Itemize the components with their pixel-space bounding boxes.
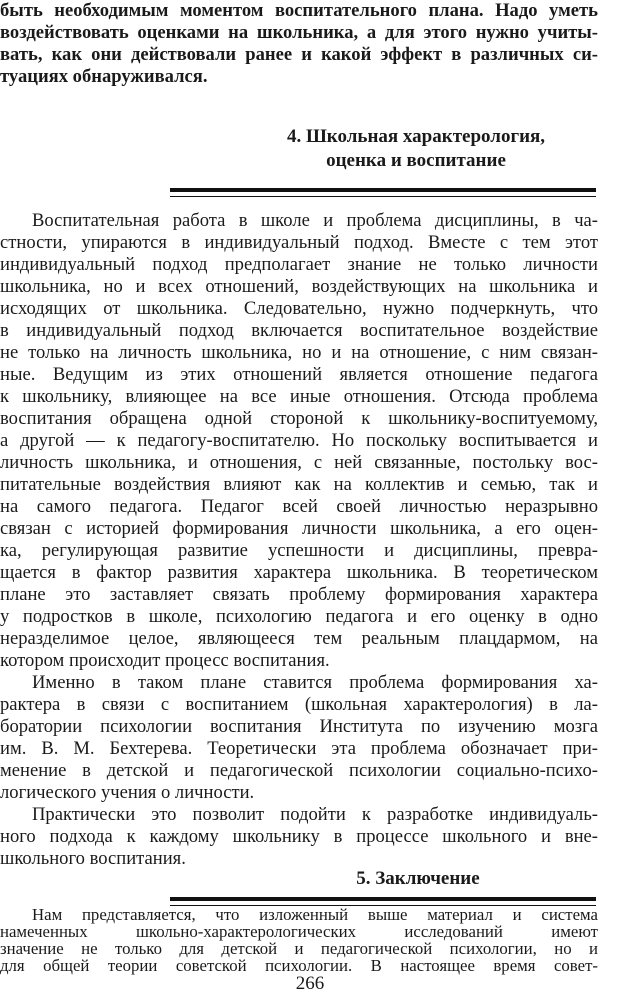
text-line: школьника, но и всех отношений, воздействующих на школьника и: [0, 276, 598, 297]
section-heading: 5. Заключение: [356, 868, 480, 889]
text-line: личность школьника, и отношения, с ней связанные, постольку вос-: [0, 452, 598, 473]
text-line: ка, регулирующая развитие успешности и дисциплины, превра-: [0, 540, 598, 561]
text-line: на самого педагога. Педагог всей своей личностью неразрывно: [0, 496, 598, 517]
text-line: вать, как они действовали ранее и какой эффект в различных си-: [0, 44, 598, 65]
text-line: у подростков в школе, психологию педагога и его оценку в одно: [0, 606, 598, 627]
text-line: намеченных школьно-характерологических исследований имеют: [0, 922, 598, 941]
page-number: 266: [295, 973, 325, 994]
text-line: ные. Ведущим из этих отношений является отношение педагога: [0, 364, 598, 385]
section-heading-line-2: оценка и воспитание: [326, 150, 506, 171]
text-line: рактера в связи с воспитанием (школьная характерология) в ла-: [0, 694, 598, 715]
text-line: школьного воспитания.: [0, 848, 186, 869]
text-line: Практически это позволит подойти к разработке индивидуаль-: [32, 804, 598, 825]
text-line: в индивидуальный подход включается воспитательное воздействие: [0, 320, 598, 341]
text-line: менение в детской и педагогической психологии социально-психо-: [0, 760, 598, 781]
text-line: неразделимое целое, являющееся тем реальным плацдармом, на: [0, 628, 598, 649]
text-line: значение не только для детской и педагогической психологии, но и: [0, 939, 598, 958]
text-line: боратории психологии воспитания Института по изучению мозга: [0, 716, 598, 737]
text-line: связан с историей формирования личности школьника, а его оцен-: [0, 518, 598, 539]
text-line: к школьнику, влияющее на все иные отношения. Отсюда проблема: [0, 386, 598, 407]
section-divider-rule: [170, 188, 596, 197]
text-line: а другой — к педагогу-воспитателю. Но поскольку воспитывается и: [0, 430, 598, 451]
text-line: исходящих от школьника. Следовательно, нужно подчеркнуть, что: [0, 298, 598, 319]
text-line: щается в фактор развития характера школьника. В теоретическом: [0, 562, 598, 583]
text-line: ного подхода к каждому школьнику в процессе школьного и вне-: [0, 826, 598, 847]
text-line: Именно в таком плане ставится проблема формирования ха-: [32, 672, 598, 693]
text-line: питательные воздействия влияют как на коллектив и семью, так и: [0, 474, 598, 495]
text-line: Воспитательная работа в школе и проблема дисциплины, в ча-: [32, 210, 598, 231]
text-line: логического учения о личности.: [0, 782, 255, 803]
text-line: Нам представляется, что изложенный выше материал и система: [32, 905, 598, 924]
text-line: плане это заставляет связать проблему формирования характера: [0, 584, 598, 605]
text-line: индивидуальный подход предполагает знание не только личности: [0, 254, 598, 275]
text-line: туациях обнаруживался.: [0, 66, 208, 87]
text-line: им. В. М. Бехтерева. Теоретически эта проблема обозначает при-: [0, 738, 598, 759]
text-line: быть необходимым моментом воспитательного плана. Надо уметь: [0, 0, 598, 21]
text-line: стности, упираются в индивидуальный подход. Вместе с тем этот: [0, 232, 598, 253]
text-line: котором происходит процесс воспитания.: [0, 650, 330, 671]
text-line: для общей теории советской психологии. В настоящее время совет-: [0, 956, 598, 975]
section-heading-line-1: 4. Школьная характерология,: [286, 126, 546, 147]
text-line: воспитания обращена одной стороной к школьнику-воспитуемому,: [0, 408, 598, 429]
text-line: воздействовать оценками на школьника, а для этого нужно учиты-: [0, 22, 598, 43]
text-line: не только на личность школьника, но и на отношение, с ним связан-: [0, 342, 598, 363]
